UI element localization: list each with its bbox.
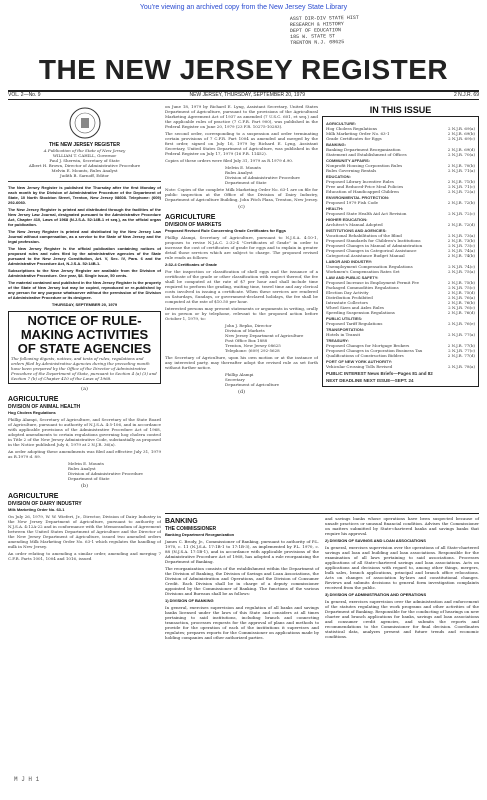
toc-entry-title: Vehicular Crossing Tolls Revised — [326, 364, 393, 369]
staff-governor: WILLIAM T. CAHILL, Governor — [52, 153, 117, 158]
handwritten-mark: M J H 1 — [14, 776, 40, 783]
toc-entry-title: Banking Department Reorganization — [326, 147, 401, 152]
archive-banner: You're viewing an archived copy from the New Jersey State Library — [139, 4, 348, 11]
rule-number: 2:32-4 Certificates of Grade — [165, 262, 218, 267]
toc-category: EDUCATION: — [326, 174, 351, 179]
address-line: Division of Markets — [225, 328, 265, 333]
toc-category: ENVIRONMENTAL PROTECTION: — [326, 195, 390, 200]
section-heading: BANKING — [165, 518, 198, 525]
notice-box — [8, 311, 161, 384]
toc-box — [322, 116, 479, 387]
toc-entry-page: 2 N.J.R. 76(c) — [448, 305, 475, 310]
toc-category: BANKING: — [326, 142, 346, 147]
stamp-line: RESEARCH & HISTORY — [289, 21, 344, 29]
toc-entry-title: Proposed State Health Aid Act Revision — [326, 211, 407, 216]
signature-line: Department of Agriculture — [225, 382, 280, 387]
toc-category: LAW AND PUBLIC SAFETY: — [326, 275, 379, 280]
signature-line: Melvin E. Mounts — [68, 461, 104, 466]
toc-entry[interactable] — [326, 310, 475, 315]
signature-block — [225, 165, 318, 185]
toc-entry-title: Hotels in Transit — [326, 332, 361, 337]
publisher-paragraph: The New Jersey Register is printed and distributed by the New Jersey Law Journal without compensation, as a service to the State of New Jersey and the legal profession. — [8, 229, 161, 244]
division-heading: DIVISION OF DAIRY INDUSTRY — [8, 501, 82, 507]
toc-entry[interactable] — [326, 168, 475, 173]
item-caption: (c) — [238, 204, 245, 210]
toc-footer-news: PUBLIC INTEREST News Briefs—Pages 81 and 82 — [326, 371, 433, 376]
column-left — [8, 102, 161, 794]
signature-line: Department of State — [68, 476, 110, 481]
toc-entry-title: Categorical Assistance Budget Manual — [326, 253, 405, 258]
toc-entry-title: Proposed Changes in Manual of Administration — [326, 243, 423, 248]
toc-entry[interactable] — [326, 200, 475, 205]
toc-entry-title: Nonprofit Housing Corporation Rules — [326, 163, 403, 168]
toc-entry-title: Statement and Establishment of Offices — [326, 152, 407, 157]
toc-entry-title: Speeding Suspension Regulations — [326, 310, 395, 315]
library-stamp — [290, 14, 411, 46]
signature-line: Rules Analyst — [225, 170, 253, 175]
signature-line: Melvin E. Mounts — [225, 165, 261, 170]
state-seal-icon — [68, 106, 102, 140]
toc-entry-page: 2 N.J.R. 69(c) — [448, 136, 475, 141]
toc-category: AGRICULTURE: — [326, 121, 357, 126]
body-text: Interested persons may present statements or arguments in writing, orally or in person or by telephone, relevant to the proposed action before October 1, 1979, to: — [165, 306, 318, 321]
toc-category: PORT OF NEW YORK AUTHORITY: — [326, 359, 393, 364]
signature-line: Division of Administrative Procedure — [225, 175, 300, 180]
notice-intro: The following digests, notices, and texts of rules, regulations and orders filed by Administrative Agencies during the preceding month have been prepared by the Office of the Director of Administrative Procedure of the Department of State, pursuant to Section 4 (a) (3) and Section 7 (b) of Chapter 410 of the Laws of 1968. — [11, 356, 157, 381]
division-heading: DIVISION OF ANIMAL HEALTH — [8, 404, 81, 410]
division-heading: THE COMMISSIONER — [165, 526, 217, 532]
body-text: Note: Copies of the complete Milk Marketing Order No. 63-1 are on file for public inspection at the Office of the Division of Dairy Industry, Department of Agriculture Building, John Fitch Plaza, Trenton, New Jersey. — [165, 187, 318, 202]
toc-entry-title: Hog Cholera Regulations — [326, 126, 378, 131]
publisher-paragraph: Subscriptions to the New Jersey Register are available from the Division of Administrative Procedure. One year, $8. Single issue, 50 cents. — [8, 268, 161, 278]
address-line: Post Office Box 1888 — [225, 338, 268, 343]
subsection-heading: 1) DIVISION OF BANKING — [165, 598, 214, 603]
toc-entry-page: 2 N.J.R. 69(b) — [447, 131, 475, 136]
toc-entry-page: 2 N.J.R. 77(b) — [447, 343, 475, 348]
section-heading: AGRICULTURE — [165, 214, 216, 221]
toc-entry-page: 2 N.J.R. 77(a) — [447, 332, 475, 337]
body-text: In general, exercises supervision over the administration and enforcement of the statutes regulating the work programs and other activities of the Department of Banking. Responsible for the conducting of hearings on new charter and branch applications for banks, savings and loan associations and consumer credit agencies, and submits the reports and recommendations to the Commissioner for final decision. Coordinates statistical data, analyzes present and future trends and economic conditions. — [325, 599, 479, 639]
body-text: In general, exercises supervision and regulation of all banks and savings banks licensed under the laws of this State and considers at all times pertaining to said institutions, including branch and connecting transaction, processes requests for the approval of plans and methods to provide for the operation of each of the institutions it supervises and regulates; prepares reports for the Commissioner on applications made by holding companies and other authorized parties. — [165, 605, 319, 640]
item-caption: (d) — [237, 389, 246, 395]
address-block — [225, 323, 318, 353]
signature-line: Phillip Alampi — [225, 372, 254, 377]
signature-line: Secretary — [225, 377, 245, 382]
toc-entry-page: 2 N.J.R. 74(a) — [447, 248, 475, 253]
publisher-date: THURSDAY, SEPTEMBER 20, 1979 — [51, 302, 118, 307]
body-text: An order relating to amending a similar order, amending and merging 7 C.F.R. Parts 1001, 1004 and 1016, issued — [8, 551, 161, 561]
body-text: An order adopting these amendments was filed and effective July 31, 1979 as R.1979 d. 89. — [8, 449, 161, 459]
staff-director: Albert H. Brown, Director of Administrative Procedure — [28, 163, 141, 168]
item-caption: (b) — [80, 483, 89, 489]
section-heading: AGRICULTURE — [8, 396, 59, 403]
toc-entry-page: 2 N.J.R. 72(b) — [447, 200, 475, 205]
toc-entry-title: Election Day Activity — [326, 290, 369, 295]
toc-entry-title: Workmen's Compensation Rates Set — [326, 269, 400, 274]
toc-entry-page: 2 N.J.R. 72(a) — [447, 189, 475, 194]
body-text: Phillip Alampi, Secretary of Agriculture, and Secretary of the State Board of Agriculture, pursuant to authority of N.J.S.A. 4:5-106, and in accordance with applicable provisions of the Administrative Procedure Act of 1968, adopted amendments to certain regulations governing hog cholera control in Title 2 of the New Jersey Administrative Code, substantially as proposed in the Notice published July 6, 1979 at 2 N.J.R. 36(a). — [8, 417, 161, 447]
masthead-title: THE NEW JERSEY REGISTER — [38, 54, 449, 85]
subsection-heading: 2) DIVISION OF SAVINGS AND LOAN ASSOCIATIONS — [325, 538, 426, 543]
address-line: New Jersey Department of Agriculture — [225, 333, 304, 338]
toc-entry-title: Proposed Library Incentive Rules — [326, 179, 394, 184]
toc-entry-page: 2 N.J.R. 70(a) — [447, 152, 475, 157]
toc-entry-title: Proposed Standards for Children's Institutions — [326, 238, 421, 243]
toc-entry[interactable] — [326, 222, 475, 227]
toc-entry-page: 2 N.J.R. 75(c) — [448, 285, 475, 290]
toc-category: LABOR AND INDUSTRY: — [326, 259, 373, 264]
toc-footer-deadline: NEXT DEADLINE NEXT ISSUE—SEPT. 24 — [326, 378, 414, 383]
toc-entry-title: Proposed Increase in Employment Permit Fee — [326, 280, 419, 285]
toc-entry-title: Distribution Prohibited — [326, 295, 373, 300]
banking-col-left — [165, 514, 319, 642]
subject-heading: Milk Marketing Order No. 63-1 — [8, 507, 65, 512]
toc-entry-page: 2 N.J.R. 69(a) — [447, 126, 475, 131]
toc-entry[interactable] — [326, 364, 475, 369]
toc-category: HEALTH: — [326, 206, 344, 211]
signature-line: Department of State — [225, 180, 267, 185]
address-line: Trenton, New Jersey 08625 — [225, 343, 281, 348]
toc-entry[interactable] — [326, 189, 475, 194]
toc-entry[interactable] — [326, 332, 475, 337]
publisher-subtitle: A Publication of the State of New Jersey — [43, 148, 126, 153]
page-citation: 2 N.J.R. 69 — [453, 92, 479, 98]
toc-entry-title: Rules Governing Rentals — [326, 168, 377, 173]
toc-entry-title: Qualifications of Construction Bidders — [326, 353, 404, 358]
publisher-paragraph: The New Jersey Register is the official publication containing notices of proposed rules and rules filed by the administrative agencies of the State pursuant to the New Jersey Constitution, Art. V, Sec. IV, Para. 6 and the Administrative Procedure Act, N.J.S.A. 52:14B-1. — [8, 246, 161, 266]
toc-entry-page: 2 N.J.R. 78(a) — [447, 364, 475, 369]
toc-entry-title: Proposed Changes for Mortgage Brokers — [326, 343, 410, 348]
toc-entry-title: Proposed 1979 Fish Code — [326, 200, 379, 205]
toc-entry[interactable] — [326, 136, 475, 141]
toc-entry-page: 2 N.J.R. 76(e) — [447, 321, 475, 326]
toc-entry-page: 2 N.J.R. 73(a) — [447, 233, 475, 238]
body-text: James C. Brody, Jr., Commissioner of Banking, pursuant to authority of P.L. 1970, c. 11 (N.J.S.A. 17:1B-1 to 17:1B-3), as implemented by P.L. 1970, c. 88 (N.J.S.A. 17:1B-1), and in accordance with applicable provisions of the Administrative Procedure Act of 1968, has adopted a rule reorganizing the Department of Banking. — [165, 539, 319, 564]
toc-entry-page: 2 N.J.R. 76(d) — [447, 310, 475, 315]
address-line: Telephone: (609) 292-5628 — [225, 348, 280, 353]
staff-secretary: Paul J. Sherwin, Secretary of State — [49, 158, 120, 163]
toc-category: TREASURY: — [326, 338, 349, 343]
publisher-title: THE NEW JERSEY REGISTER — [48, 142, 121, 148]
body-text: Phillip Alampi, Secretary of Agriculture, pursuant to N.J.S.A. 4:10-1, proposes to revise N.J.A.C. 2:32-4 "Certificates of Grade" in order to increase the cost of certificates of grade for eggs and to explain in greater detail those services which are subject to charge. The proposed revised rule reads as follows: — [165, 235, 318, 260]
signature-line: Division of Administrative Procedure — [68, 471, 143, 476]
subject-heading: Banking Department Reorganization — [165, 532, 235, 537]
column-right — [322, 102, 479, 510]
signature-block — [68, 461, 161, 481]
subject-heading: Hog Cholera Regulations — [8, 410, 56, 415]
body-text: The second order, corresponding to a suspension and order terminating certain provisions of 7 C.F.R. Part 1004 as amended and merged by the first order, signed on July 16, 1979 by Richard E. Lyng, Assistant Secretary, United States Department of Agriculture, was published in the Federal Register on July 17, 1979 (16 F.R. 11452). — [165, 131, 318, 156]
toc-entry-page: 2 N.J.R. 72(c) — [448, 211, 475, 216]
banking-section — [165, 513, 479, 642]
body-text: The reorganization consists of the establishment within the Department of the Division of Banking, the Division of Savings and Loan Associations, the Division of Administration and Operations, and the Division of Consumer Credit. Each Division shall be in charge of a deputy commissioner appointed by the Commissioner of Banking. The functions of the various Divisions and Bureaus shall be as follows: — [165, 566, 319, 596]
stamp-line: 185 W. STATE ST — [290, 33, 336, 41]
volume-number: VOL. 2—No. 9 — [8, 92, 41, 98]
staff-analyst: Melvin E. Mounts, Rules Analyst — [51, 168, 118, 173]
stamp-line: DEPT OF EDUCATION — [289, 27, 342, 35]
toc-entry-page: 2 N.J.R. 77(d) — [447, 353, 475, 358]
toc-entry-page: 2 N.J.R. 74(c) — [448, 264, 475, 269]
toc-category: COMMUNITY AFFAIRS: — [326, 158, 370, 163]
banking-columns — [165, 514, 479, 642]
toc-entry-page: 2 N.J.R. 72(d) — [447, 222, 475, 227]
toc-entry-page: 2 N.J.R. 74(b) — [447, 253, 475, 258]
issue-date: NEW JERSEY, THURSDAY, SEPTEMBER 20, 1979 — [189, 92, 305, 98]
subject-heading: Proposed Revised Rule Concerning Grade Certificates for Eggs — [165, 228, 286, 233]
publisher-paragraph: The material contained and published in the New Jersey Register is the property of the State of New Jersey but may be copied, reproduced or re-published by any person for any purpose whatsoever without the permission of the Division of Administrative Procedure or its designee. — [8, 280, 161, 300]
body-text: The Secretary of Agriculture, upon his own motion or at the instance of any interested party, may thereafter adopt the revised rule as set forth without further notice. — [165, 355, 318, 370]
toc-entry[interactable] — [326, 269, 475, 274]
toc-entry-page: 2 N.J.R. 75(b) — [447, 280, 475, 285]
signature-line: Rules Analyst — [68, 466, 96, 471]
toc-entry-page: 2 N.J.R. 70(b) — [447, 163, 475, 168]
stamp-line: ASST DIR-DIV STATE HIST — [289, 14, 359, 23]
toc-entry-title: Intrastate Collectors — [326, 300, 368, 305]
toc-entry-title: Architect's Manual Adopted — [326, 222, 383, 227]
toc-entry-page: 2 N.J.R. 77(c) — [448, 348, 475, 353]
signature-block — [225, 372, 318, 387]
toc-entry-title: Unemployment Compensation Regulations — [326, 264, 413, 269]
body-text: and savings banks whose operations have been suspected because of unsafe practices or unusual financial condition. Advises the Commissioner on matters submitted by State-chartered banks and savings banks that require his approval. — [325, 516, 479, 536]
toc-entry-page: 2 N.J.R. 69(d) — [447, 147, 475, 152]
toc-category: INSTITUTIONS AND AGENCIES: — [326, 228, 387, 233]
toc-entry-title: Proposed Tariff Regulations — [326, 321, 383, 326]
division-heading: DIVISION OF MARKETS — [165, 222, 222, 228]
toc-category: PUBLIC UTILITIES: — [326, 316, 363, 321]
address-line: John J. Repko, Director — [225, 323, 272, 328]
toc-entry-page: 2 N.J.R. 71(a) — [447, 168, 475, 173]
toc-entry-page: 2 N.J.R. 75(a) — [447, 269, 475, 274]
publisher-paragraph: The New Jersey Register is published the Thursday after the first Monday of each month by the Division of Administrative Procedure of the Department of State, 10 North Stockton Street, Trenton, New Jersey 08608. Telephone: (609) 292-6060. — [8, 185, 161, 205]
section-heading: AGRICULTURE — [8, 493, 59, 500]
toc-entry-page: 2 N.J.R. 71(c) — [448, 184, 475, 189]
notice-title: NOTICE OF RULE-MAKING ACTIVITIES OF STATE AGENCIES — [17, 313, 152, 356]
subsection-heading: 3) DIVISION OF ADMINISTRATION AND OPERATIONS — [325, 592, 427, 597]
body-text: On July 26, 1979, W. W. Wiefert, Jr., Director, Division of Dairy Industry in the New Jersey Department of Agriculture, pursuant to authority of N.J.S.A. 4:12A-22 and in conformance with the Memorandum of Agreement between the United States Department of Agriculture and the Director of the New Jersey Department of Agriculture, issued two amended orders amending Milk Marketing Order No. 63-1 which regulates the handling of milk in New Jersey. — [8, 514, 161, 549]
divider — [8, 181, 161, 182]
toc-category: HIGHER EDUCATION: — [326, 217, 368, 222]
toc-entry-title: Packaged Commodities Regulations — [326, 285, 399, 290]
toc-entry-page: 2 N.J.R. 71(b) — [447, 179, 475, 184]
body-text: In general, exercises supervision over the operations of all State-chartered savings and loan and building and loan associations. Responsible for the examination of all laws pertaining to said associations. Processes applications of all State-chartered savings and loan associations. Acts on applications and decisions with regard to, among other things, mergers, bulk sales, branch applications, principal and branch office relocations. Acts on changes of association by-laws and constitutional changes. Reviews and submits decisions to general form investigation complaints received from the public. — [325, 545, 479, 590]
column-middle — [165, 102, 318, 510]
toc-entry[interactable] — [326, 321, 475, 326]
publisher-paragraph: The New Jersey Register is printed and distributed through the facilities of the New Jersey Law Journal, designated pursuant to the Administrative Procedure Act, Chapter 410, Laws of 1968 (N.J.S.A. 52:14B-1 et seq.), as the official organ for publication. — [8, 207, 161, 227]
toc-entry-page: 2 N.J.R. 75(d) — [447, 290, 475, 295]
toc-entry[interactable] — [326, 152, 475, 157]
toc-entry[interactable] — [326, 211, 475, 216]
banking-col-right — [325, 514, 479, 642]
toc-entry-page: 2 N.J.R. 73(b) — [447, 238, 475, 243]
toc-entry[interactable] — [326, 253, 475, 258]
toc-entry-title: Milk Marketing Order No. 63-1 — [326, 131, 390, 136]
toc-entry-title: Grade Certificates for Eggs — [326, 136, 382, 141]
body-text: For the inspection or classification of shell eggs and the issuance of a certificate of the grade or other classification with respect thereof, the fee shall be computed at the rate of $7 per hour and shall include time required to perform the grading, waiting time, travel time and any clerical costs involved in issuing a certificate. When these services are rendered on Saturdays, Sundays, or government-declared holidays, the fee shall be computed at the rate of $10.50 per hour. — [165, 269, 318, 304]
toc-entry-page: 2 N.J.R. 76(a) — [447, 295, 475, 300]
toc-entry-title: Proposed Changes in Corporation Business Tax — [326, 348, 423, 353]
item-caption: (a) — [81, 386, 88, 392]
toc-category: TRANSPORTATION: — [326, 327, 365, 332]
toc-entry-title: Free and Reduced-Price Meal Policies — [326, 184, 404, 189]
toc-entry-page: 2 N.J.R. 76(b) — [447, 300, 475, 305]
body-text: Copies of these orders were filed July 31, 1979 as R.1979 d.90. — [165, 158, 294, 163]
toc-entry-title: Wheel Sizes and Axles Rules — [326, 305, 384, 310]
toc-entry-title: Vocational Rehabilitation of the Blind — [326, 233, 402, 238]
toc-heading: IN THIS ISSUE — [369, 105, 432, 115]
body-text: on June 18, 1979 by Richard E. Lyng, Assistant Secretary, United States Department of Agriculture, pursuant to the provisions of the Agricultural Marketing Agreement Act of 1937 as amended (7 U.S.C. 601, et seq.) and the applicable rules of practice (7 C.F.R. Part 900), was published in the Federal Register on June 20, 1979 (23 F.R. 10275-10283). — [165, 104, 318, 129]
toc-entry-title: Proposed Changes in Categorical Assistance — [326, 248, 417, 253]
staff-editor: Judith B. Sarnoff, Editor — [60, 173, 109, 178]
toc-entry[interactable] — [326, 353, 475, 358]
dateline — [8, 90, 479, 100]
toc-entry-title: Education of Handicapped Children — [326, 189, 399, 194]
stamp-line: TRENTON N.J. 08625 — [290, 39, 345, 47]
toc-entry-page: 2 N.J.R. 73(c) — [448, 243, 475, 248]
